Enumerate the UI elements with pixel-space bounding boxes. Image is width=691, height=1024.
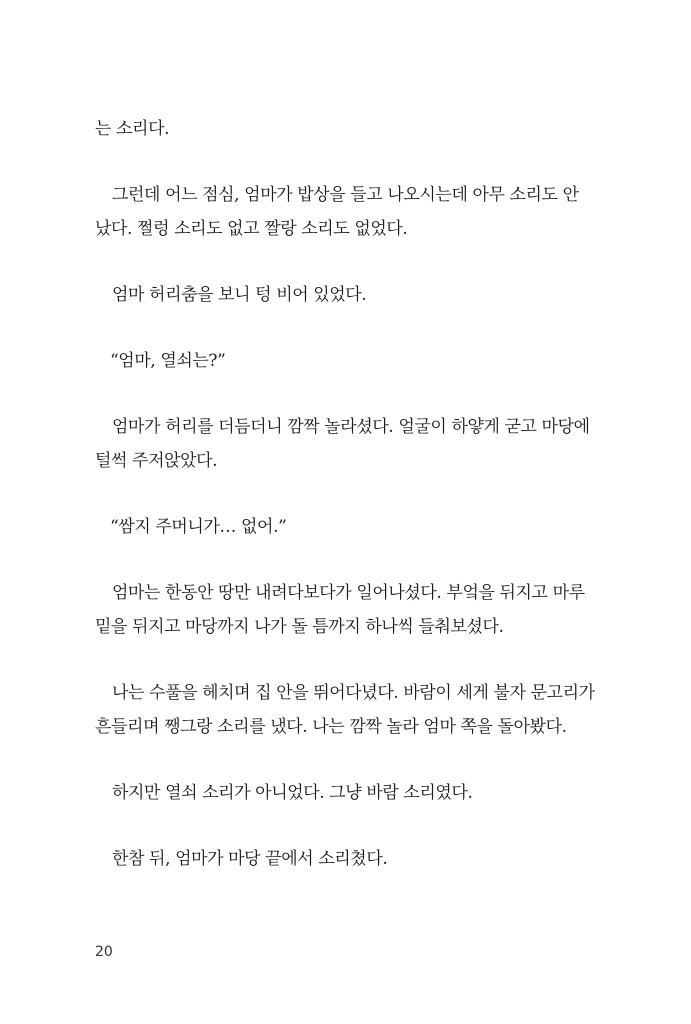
paragraph-10: 한참 뒤, 엄마가 마당 끝에서 소리쳤다. [112, 849, 388, 869]
paragraph-3: 엄마 허리춤을 보니 텅 비어 있었다. [112, 285, 367, 305]
paragraph-2: 그런데 어느 점심, 엄마가 밥상을 들고 나오시는데 아무 소리도 안 났다. 쩔렁 소리도 없고 짤랑 소리도 없었다. [95, 185, 579, 239]
paragraph-8: 나는 수풀을 헤치며 집 안을 뛰어다녔다. 바람이 세게 불자 문고리가 흔들리며 쨍그랑 소리를 냈다. 나는 깜짝 놀라 엄마 쪽을 돌아봤다. [95, 683, 595, 737]
paragraph-1: 는 소리다. [95, 119, 170, 139]
paragraph-4-dialogue: “엄마, 열쇠는?” [110, 351, 226, 371]
paragraph-7: 엄마는 한동안 땅만 내려다보다가 일어나셨다. 부엌을 뒤지고 마루 밑을 뒤지고 마당까지 나가 돌 틈까지 하나씩 들춰보셨다. [95, 583, 585, 637]
body-text [95, 112, 595, 908]
paragraph-6-dialogue: “쌈지 주머니가… 없어.” [110, 517, 287, 537]
paragraph-5: 엄마가 허리를 더듬더니 깜짝 놀라셨다. 얼굴이 하얗게 굳고 마당에 털썩 주저앉았다. [95, 417, 590, 471]
paragraph-9: 하지만 열쇠 소리가 아니었다. 그냥 바람 소리였다. [112, 783, 473, 803]
page-number: 20 [95, 944, 113, 960]
